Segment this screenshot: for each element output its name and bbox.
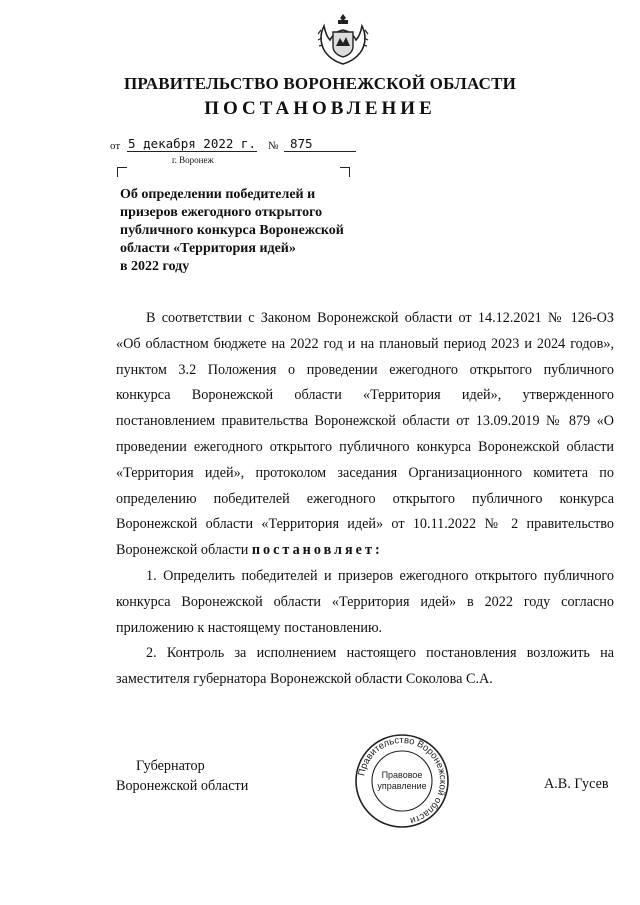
paragraph-item-1: 1. Определить победителей и призеров ежегодного открытого публичного конкурса Воронежской области «Территория идей» в 2022 году согласно приложению к настоящему постановлению. (116, 567, 614, 636)
document-subject: Об определении победителей и призеров ежегодного открытого публичного конкурса Воронежской области «Территория идей» в 2022 году (120, 187, 344, 274)
coat-of-arms-icon (316, 8, 370, 66)
organization-name: ПРАВИТЕЛЬСТВО ВОРОНЕЖСКОЙ ОБЛАСТИ (123, 74, 517, 93)
document-body (116, 306, 614, 693)
date-prefix: от (110, 140, 121, 152)
corner-mark-right (340, 167, 350, 177)
signatory-name: А.В. Гусев (544, 776, 609, 792)
corner-mark-left (117, 167, 127, 177)
document-type: ПОСТАНОВЛЕНИЕ (204, 98, 436, 119)
document-date: 5 декабря 2022 г. (128, 136, 256, 151)
paragraph-preamble (116, 306, 614, 564)
preamble-text: В соответствии с Законом Воронежской области от 14.12.2021 № 126-ОЗ «Об областном бюджете на 2022 год и на плановый период 2023 и 2024 годов», пунктом 3.2 Положения о проведении ежегодного открытого публичного конкурса Воронежской области «Территория идей», утвержденного постановлением правительства Воронежской области от 13.09.2019 № 879 «О проведении ежегодного открытого публичного конкурса Воронежской области «Территория идей», протоколом заседания Организационного комитета по определению победителей ежегодного открытого публичного конкурса Воронежской области «Территория идей» от 10.11.2022 № 2 правительство Воронежской области (116, 310, 614, 559)
number-sign: № (268, 140, 279, 152)
stamp-ring-text: Правительство Воронежской области (356, 734, 449, 827)
stamp-center-line1: Правовое (381, 770, 423, 780)
signatory-title-line2: Воронежской области (116, 778, 249, 794)
stamp-center-line2: управление (377, 781, 427, 791)
document-number: 875 (284, 136, 356, 152)
stamp-seal (353, 732, 451, 830)
paragraph-item-2: 2. Контроль за исполнением настоящего постановления возложить на заместителя губернатора Воронежской области Соколова С.А. (116, 645, 614, 688)
signatory-title-line1: Губернатор (136, 758, 205, 774)
city: г. Воронеж (172, 155, 214, 165)
signatory-title (116, 756, 248, 796)
decree-keyword: постановляет: (251, 542, 383, 559)
